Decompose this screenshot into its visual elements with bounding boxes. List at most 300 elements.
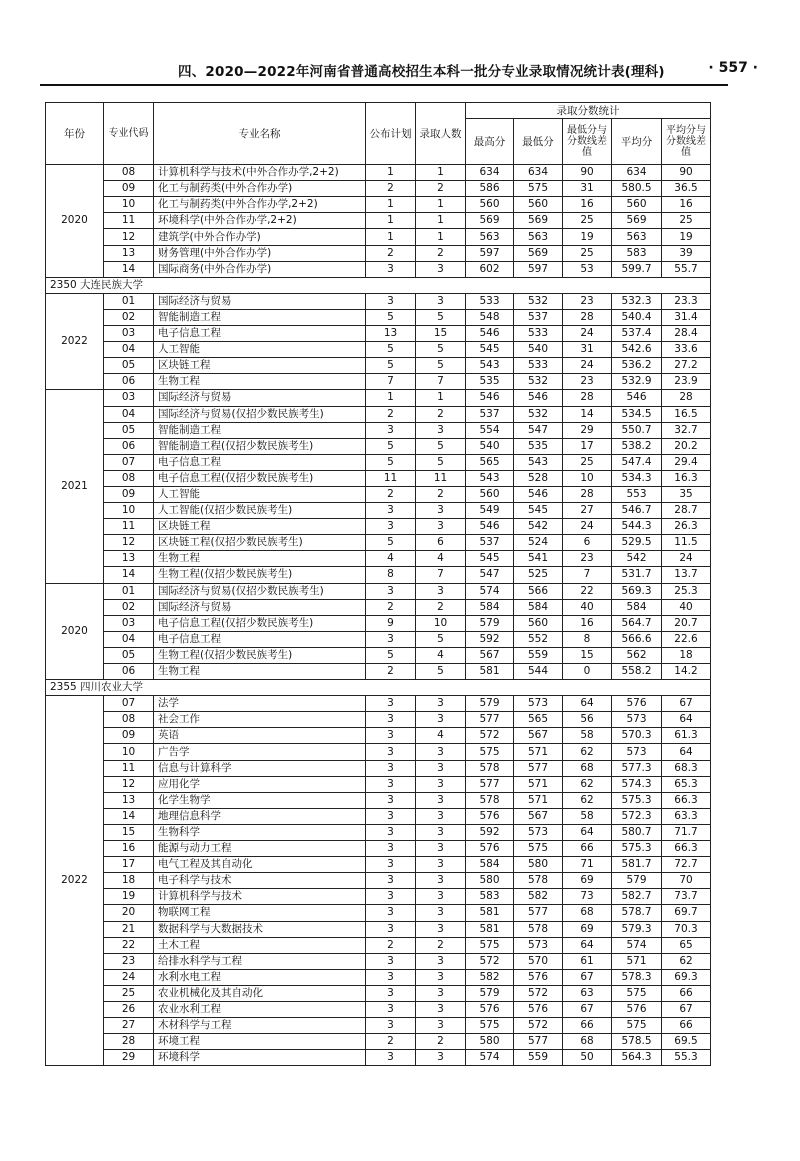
min-diff-cell: 90	[563, 165, 612, 181]
min-diff-cell: 53	[563, 261, 612, 277]
avg-cell: 536.2	[612, 358, 662, 374]
min-cell: 524	[514, 535, 563, 551]
min-diff-cell: 16	[563, 197, 612, 213]
avg-cell: 573	[612, 712, 662, 728]
code-cell: 07	[104, 696, 154, 712]
avg-cell: 574.3	[612, 776, 662, 792]
min-diff-cell: 40	[563, 599, 612, 615]
min-diff-cell: 23	[563, 551, 612, 567]
min-cell: 535	[514, 438, 563, 454]
plan-cell: 5	[366, 309, 416, 325]
max-cell: 567	[466, 647, 514, 663]
code-cell: 27	[104, 1018, 154, 1034]
min-cell: 573	[514, 937, 563, 953]
min-diff-cell: 6	[563, 535, 612, 551]
admit-cell: 3	[416, 293, 466, 309]
min-cell: 573	[514, 696, 563, 712]
major-cell: 环境科学	[154, 1050, 366, 1066]
plan-cell: 11	[366, 470, 416, 486]
max-cell: 549	[466, 503, 514, 519]
plan-cell: 1	[366, 229, 416, 245]
min-cell: 540	[514, 342, 563, 358]
avg-diff-cell: 16.3	[662, 470, 711, 486]
admit-cell: 3	[416, 503, 466, 519]
avg-cell: 575	[612, 985, 662, 1001]
table-row	[46, 261, 711, 277]
major-cell: 计算机科学与技术	[154, 889, 366, 905]
admit-cell: 3	[416, 1018, 466, 1034]
min-cell: 559	[514, 1050, 563, 1066]
min-cell: 525	[514, 567, 563, 583]
min-cell: 532	[514, 406, 563, 422]
table-row	[46, 181, 711, 197]
major-cell: 电气工程及其自动化	[154, 857, 366, 873]
admit-cell: 2	[416, 245, 466, 261]
min-cell: 559	[514, 647, 563, 663]
max-cell: 581	[466, 664, 514, 680]
school-name: 2355 四川农业大学	[46, 680, 711, 696]
max-cell: 560	[466, 486, 514, 502]
max-cell: 579	[466, 696, 514, 712]
admit-cell: 3	[416, 261, 466, 277]
code-cell: 13	[104, 792, 154, 808]
plan-cell: 2	[366, 1034, 416, 1050]
min-diff-cell: 62	[563, 744, 612, 760]
code-cell: 02	[104, 599, 154, 615]
major-cell: 英语	[154, 728, 366, 744]
code-cell: 01	[104, 583, 154, 599]
table-row	[46, 937, 711, 953]
table-row	[46, 664, 711, 680]
avg-diff-cell: 27.2	[662, 358, 711, 374]
min-cell: 567	[514, 728, 563, 744]
table-row	[46, 631, 711, 647]
admit-cell: 3	[416, 905, 466, 921]
avg-diff-cell: 69.3	[662, 969, 711, 985]
min-diff-cell: 66	[563, 1018, 612, 1034]
min-cell: 571	[514, 792, 563, 808]
major-cell: 水利水电工程	[154, 969, 366, 985]
plan-cell: 3	[366, 728, 416, 744]
plan-cell: 4	[366, 551, 416, 567]
major-cell: 信息与计算科学	[154, 760, 366, 776]
plan-cell: 3	[366, 776, 416, 792]
max-cell: 575	[466, 937, 514, 953]
avg-cell: 599.7	[612, 261, 662, 277]
max-cell: 565	[466, 454, 514, 470]
max-cell: 602	[466, 261, 514, 277]
code-cell: 06	[104, 438, 154, 454]
code-cell: 14	[104, 567, 154, 583]
code-cell: 13	[104, 245, 154, 261]
major-cell: 人工智能	[154, 342, 366, 358]
min-cell: 576	[514, 1001, 563, 1017]
table-row	[46, 390, 711, 406]
plan-cell: 3	[366, 953, 416, 969]
max-cell: 579	[466, 985, 514, 1001]
avg-cell: 581.7	[612, 857, 662, 873]
code-cell: 12	[104, 229, 154, 245]
table-row	[46, 438, 711, 454]
avg-cell: 576	[612, 696, 662, 712]
table-row	[46, 599, 711, 615]
table-row	[46, 1001, 711, 1017]
plan-cell: 3	[366, 261, 416, 277]
major-cell: 国际经济与贸易	[154, 390, 366, 406]
major-cell: 电子信息工程(仅招少数民族考生)	[154, 470, 366, 486]
plan-cell: 3	[366, 985, 416, 1001]
avg-diff-cell: 24	[662, 551, 711, 567]
min-cell: 546	[514, 486, 563, 502]
school-row	[46, 680, 711, 696]
major-cell: 智能制造工程	[154, 422, 366, 438]
admit-cell: 3	[416, 873, 466, 889]
min-cell: 569	[514, 213, 563, 229]
admission-table	[45, 102, 711, 1066]
admit-cell: 3	[416, 841, 466, 857]
max-cell: 581	[466, 921, 514, 937]
min-diff-cell: 62	[563, 776, 612, 792]
table-row	[46, 969, 711, 985]
admit-cell: 3	[416, 969, 466, 985]
avg-diff-cell: 63.3	[662, 808, 711, 824]
admit-cell: 2	[416, 486, 466, 502]
admit-cell: 3	[416, 519, 466, 535]
code-cell: 05	[104, 358, 154, 374]
avg-diff-cell: 62	[662, 953, 711, 969]
table-row	[46, 470, 711, 486]
avg-cell: 558.2	[612, 664, 662, 680]
min-cell: 571	[514, 776, 563, 792]
max-cell: 574	[466, 1050, 514, 1066]
code-cell: 14	[104, 808, 154, 824]
plan-cell: 5	[366, 438, 416, 454]
min-diff-cell: 14	[563, 406, 612, 422]
avg-cell: 584	[612, 599, 662, 615]
min-diff-cell: 64	[563, 696, 612, 712]
max-cell: 580	[466, 873, 514, 889]
avg-cell: 532.3	[612, 293, 662, 309]
max-cell: 572	[466, 728, 514, 744]
max-cell: 546	[466, 519, 514, 535]
max-cell: 563	[466, 229, 514, 245]
min-cell: 567	[514, 808, 563, 824]
avg-diff-cell: 55.3	[662, 1050, 711, 1066]
plan-cell: 3	[366, 744, 416, 760]
avg-diff-cell: 14.2	[662, 664, 711, 680]
avg-cell: 583	[612, 245, 662, 261]
table-row	[46, 905, 711, 921]
code-cell: 22	[104, 937, 154, 953]
major-cell: 给排水科学与工程	[154, 953, 366, 969]
major-cell: 化工与制药类(中外合作办学,2+2)	[154, 197, 366, 213]
admit-cell: 3	[416, 712, 466, 728]
avg-diff-cell: 35	[662, 486, 711, 502]
code-cell: 05	[104, 647, 154, 663]
year-cell: 2022	[46, 293, 104, 390]
min-cell: 597	[514, 261, 563, 277]
code-cell: 23	[104, 953, 154, 969]
max-cell: 575	[466, 1018, 514, 1034]
avg-diff-cell: 39	[662, 245, 711, 261]
avg-cell: 542	[612, 551, 662, 567]
min-cell: 580	[514, 857, 563, 873]
header-year: 年份	[46, 103, 104, 165]
major-cell: 人工智能	[154, 486, 366, 502]
table-row	[46, 921, 711, 937]
code-cell: 12	[104, 776, 154, 792]
avg-diff-cell: 55.7	[662, 261, 711, 277]
plan-cell: 3	[366, 519, 416, 535]
avg-cell: 575	[612, 1018, 662, 1034]
avg-diff-cell: 90	[662, 165, 711, 181]
max-cell: 576	[466, 1001, 514, 1017]
min-diff-cell: 0	[563, 664, 612, 680]
min-diff-cell: 23	[563, 374, 612, 390]
min-cell: 584	[514, 599, 563, 615]
plan-cell: 3	[366, 889, 416, 905]
avg-diff-cell: 22.6	[662, 631, 711, 647]
avg-cell: 560	[612, 197, 662, 213]
avg-diff-cell: 69.5	[662, 1034, 711, 1050]
code-cell: 04	[104, 406, 154, 422]
major-cell: 化学生物学	[154, 792, 366, 808]
min-cell: 560	[514, 197, 563, 213]
plan-cell: 3	[366, 583, 416, 599]
min-cell: 576	[514, 969, 563, 985]
min-cell: 565	[514, 712, 563, 728]
max-cell: 586	[466, 181, 514, 197]
avg-diff-cell: 66.3	[662, 841, 711, 857]
table-row	[46, 744, 711, 760]
plan-cell: 2	[366, 486, 416, 502]
avg-cell: 532.9	[612, 374, 662, 390]
admit-cell: 2	[416, 406, 466, 422]
min-cell: 552	[514, 631, 563, 647]
plan-cell: 7	[366, 374, 416, 390]
min-diff-cell: 28	[563, 486, 612, 502]
table-row	[46, 647, 711, 663]
admit-cell: 4	[416, 728, 466, 744]
max-cell: 537	[466, 406, 514, 422]
avg-cell: 571	[612, 953, 662, 969]
major-cell: 生物工程	[154, 551, 366, 567]
major-cell: 生物科学	[154, 824, 366, 840]
avg-diff-cell: 18	[662, 647, 711, 663]
avg-diff-cell: 25	[662, 213, 711, 229]
admit-cell: 15	[416, 326, 466, 342]
min-cell: 532	[514, 293, 563, 309]
max-cell: 545	[466, 551, 514, 567]
admit-cell: 3	[416, 422, 466, 438]
code-cell: 04	[104, 342, 154, 358]
min-cell: 570	[514, 953, 563, 969]
table-row	[46, 326, 711, 342]
major-cell: 电子信息工程	[154, 454, 366, 470]
avg-diff-cell: 61.3	[662, 728, 711, 744]
avg-cell: 580.7	[612, 824, 662, 840]
avg-cell: 579.3	[612, 921, 662, 937]
avg-cell: 634	[612, 165, 662, 181]
table-row	[46, 406, 711, 422]
page-header	[40, 58, 758, 86]
admit-cell: 5	[416, 664, 466, 680]
min-cell: 533	[514, 326, 563, 342]
code-cell: 11	[104, 760, 154, 776]
major-cell: 电子信息工程(仅招少数民族考生)	[154, 615, 366, 631]
plan-cell: 1	[366, 197, 416, 213]
admit-cell: 1	[416, 165, 466, 181]
admit-cell: 4	[416, 647, 466, 663]
plan-cell: 3	[366, 1018, 416, 1034]
admit-cell: 3	[416, 760, 466, 776]
admit-cell: 6	[416, 535, 466, 551]
table-row	[46, 535, 711, 551]
admit-cell: 3	[416, 921, 466, 937]
max-cell: 543	[466, 358, 514, 374]
major-cell: 计算机科学与技术(中外合作办学,2+2)	[154, 165, 366, 181]
plan-cell: 2	[366, 664, 416, 680]
code-cell: 11	[104, 519, 154, 535]
admit-cell: 3	[416, 1050, 466, 1066]
header-admit: 录取人数	[416, 103, 466, 165]
plan-cell: 3	[366, 841, 416, 857]
major-cell: 区块链工程	[154, 358, 366, 374]
min-diff-cell: 8	[563, 631, 612, 647]
admit-cell: 3	[416, 985, 466, 1001]
code-cell: 03	[104, 390, 154, 406]
max-cell: 597	[466, 245, 514, 261]
avg-diff-cell: 40	[662, 599, 711, 615]
max-cell: 592	[466, 824, 514, 840]
max-cell: 583	[466, 889, 514, 905]
avg-diff-cell: 70.3	[662, 921, 711, 937]
avg-diff-cell: 66	[662, 1018, 711, 1034]
max-cell: 548	[466, 309, 514, 325]
table-row	[46, 358, 711, 374]
major-cell: 国际经济与贸易	[154, 293, 366, 309]
table-row	[46, 293, 711, 309]
max-cell: 560	[466, 197, 514, 213]
min-diff-cell: 28	[563, 390, 612, 406]
avg-diff-cell: 67	[662, 1001, 711, 1017]
code-cell: 08	[104, 165, 154, 181]
avg-cell: 579	[612, 873, 662, 889]
table-row	[46, 873, 711, 889]
min-cell: 532	[514, 374, 563, 390]
major-cell: 木材科学与工程	[154, 1018, 366, 1034]
avg-cell: 553	[612, 486, 662, 502]
table-row	[46, 841, 711, 857]
admit-cell: 3	[416, 696, 466, 712]
table-row	[46, 1034, 711, 1050]
code-cell: 14	[104, 261, 154, 277]
code-cell: 08	[104, 470, 154, 486]
header-code: 专业代码	[104, 103, 154, 165]
plan-cell: 5	[366, 358, 416, 374]
major-cell: 生物工程(仅招少数民族考生)	[154, 567, 366, 583]
admit-cell: 5	[416, 631, 466, 647]
admit-cell: 2	[416, 181, 466, 197]
major-cell: 地理信息科学	[154, 808, 366, 824]
avg-cell: 569	[612, 213, 662, 229]
avg-cell: 563	[612, 229, 662, 245]
max-cell: 578	[466, 792, 514, 808]
table-row	[46, 213, 711, 229]
max-cell: 575	[466, 744, 514, 760]
header-min: 最低分	[514, 119, 563, 165]
table-row	[46, 824, 711, 840]
avg-diff-cell: 65.3	[662, 776, 711, 792]
avg-diff-cell: 31.4	[662, 309, 711, 325]
min-cell: 569	[514, 245, 563, 261]
avg-diff-cell: 73.7	[662, 889, 711, 905]
avg-diff-cell: 66	[662, 985, 711, 1001]
table-row	[46, 342, 711, 358]
code-cell: 13	[104, 551, 154, 567]
admit-cell: 2	[416, 937, 466, 953]
avg-cell: 575.3	[612, 841, 662, 857]
header-avg: 平均分	[612, 119, 662, 165]
table-row	[46, 486, 711, 502]
avg-cell: 529.5	[612, 535, 662, 551]
avg-cell: 544.3	[612, 519, 662, 535]
max-cell: 584	[466, 599, 514, 615]
major-cell: 广告学	[154, 744, 366, 760]
major-cell: 人工智能(仅招少数民族考生)	[154, 503, 366, 519]
admit-cell: 3	[416, 824, 466, 840]
code-cell: 24	[104, 969, 154, 985]
avg-diff-cell: 19	[662, 229, 711, 245]
major-cell: 数据科学与大数据技术	[154, 921, 366, 937]
avg-diff-cell: 66.3	[662, 792, 711, 808]
avg-diff-cell: 64	[662, 744, 711, 760]
avg-diff-cell: 16.5	[662, 406, 711, 422]
major-cell: 电子信息工程	[154, 631, 366, 647]
plan-cell: 3	[366, 969, 416, 985]
plan-cell: 2	[366, 599, 416, 615]
code-cell: 19	[104, 889, 154, 905]
table-row	[46, 422, 711, 438]
avg-cell: 564.3	[612, 1050, 662, 1066]
plan-cell: 1	[366, 213, 416, 229]
min-diff-cell: 25	[563, 454, 612, 470]
max-cell: 572	[466, 953, 514, 969]
min-diff-cell: 64	[563, 937, 612, 953]
code-cell: 11	[104, 213, 154, 229]
min-cell: 572	[514, 985, 563, 1001]
min-diff-cell: 24	[563, 326, 612, 342]
plan-cell: 5	[366, 454, 416, 470]
code-cell: 29	[104, 1050, 154, 1066]
min-diff-cell: 68	[563, 760, 612, 776]
max-cell: 580	[466, 1034, 514, 1050]
table-row	[46, 696, 711, 712]
admit-cell: 1	[416, 390, 466, 406]
table-row	[46, 857, 711, 873]
code-cell: 01	[104, 293, 154, 309]
major-cell: 区块链工程(仅招少数民族考生)	[154, 535, 366, 551]
min-cell: 546	[514, 390, 563, 406]
max-cell: 537	[466, 535, 514, 551]
min-cell: 545	[514, 503, 563, 519]
admit-cell: 4	[416, 551, 466, 567]
avg-cell: 580.5	[612, 181, 662, 197]
min-diff-cell: 19	[563, 229, 612, 245]
code-cell: 09	[104, 486, 154, 502]
min-diff-cell: 69	[563, 873, 612, 889]
min-cell: 582	[514, 889, 563, 905]
